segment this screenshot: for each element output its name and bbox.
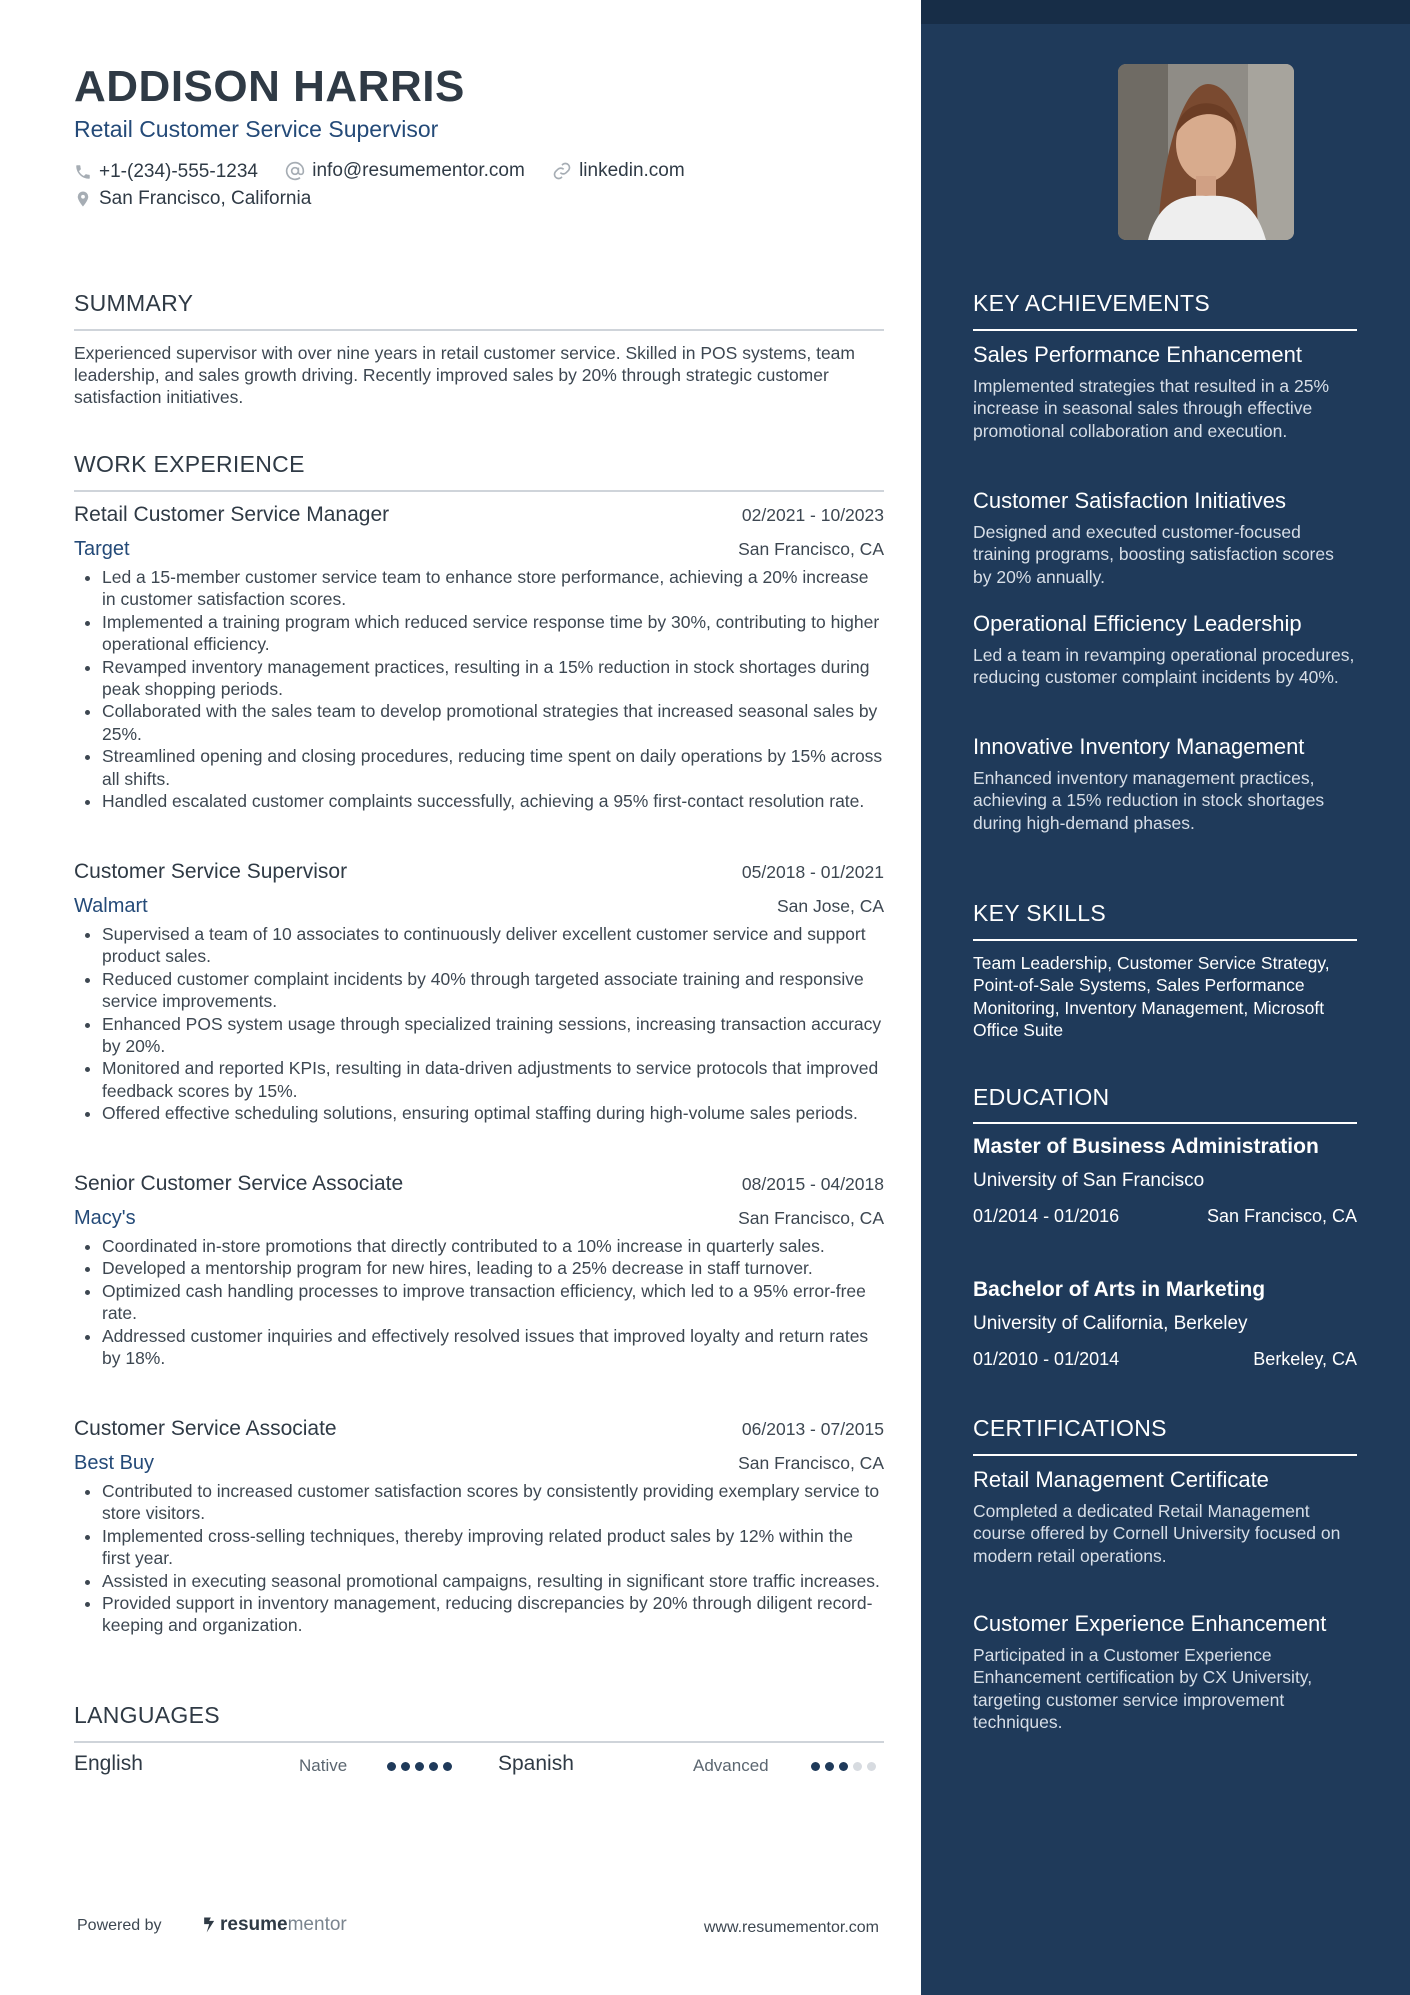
education-item — [973, 1276, 1357, 1370]
certification-item — [973, 1466, 1357, 1567]
education-school: University of California, Berkeley — [973, 1313, 1248, 1334]
location-contact — [74, 188, 333, 215]
summary-divider — [74, 329, 884, 331]
job-location: San Francisco, CA — [738, 539, 884, 559]
logo-light: mentor — [287, 1914, 347, 1935]
rating-dot-filled — [429, 1762, 438, 1771]
job-location: San Jose, CA — [777, 896, 884, 916]
powered-by-text: Powered by — [77, 1917, 162, 1934]
job-bullet: • Assisted in executing seasonal promotional campaigns, resulting in significant store traffic increases. — [102, 1570, 884, 1592]
education-dates: 01/2014 - 01/2016 — [973, 1206, 1120, 1226]
job-company: Best Buy — [74, 1452, 155, 1474]
job-bullet: • Supervised a team of 10 associates to continuously deliver excellent customer service and support product sales. — [102, 923, 884, 968]
skills-text: Team Leadership, Customer Service Strategy, Point-of-Sale Systems, Sales Performance Monitoring, Inventory Management, Microsoft Office Suite — [973, 953, 1330, 1041]
job-company: Macy's — [74, 1207, 136, 1229]
rating-dot-filled — [401, 1762, 410, 1771]
sidebar — [921, 0, 1410, 1995]
profile-photo-illustration — [1118, 64, 1294, 240]
job-title: Retail Customer Service Manager — [74, 503, 390, 526]
contact-list — [74, 160, 707, 187]
job-title: Senior Customer Service Associate — [74, 1172, 404, 1195]
languages-list — [74, 1752, 884, 1782]
certification-title: Retail Management Certificate — [973, 1467, 1269, 1492]
achievement-text: Led a team in revamping operational procedures, reducing customer complaint incidents by 40%. — [973, 645, 1355, 688]
achievement-text: Designed and executed customer-focused training programs, boosting satisfaction scores by 20% annually. — [973, 522, 1334, 587]
job-location: San Francisco, CA — [738, 1208, 884, 1228]
experience-divider — [74, 490, 884, 492]
language-rating — [811, 1762, 876, 1771]
rating-dot-filled — [811, 1762, 820, 1771]
job-bullet: • Led a 15-member customer service team to enhance store performance, achieving a 20% increase in customer satisfaction scores. — [102, 566, 884, 611]
job-bullet: • Optimized cash handling processes to improve transaction efficiency, which led to a 95% error-free rate. — [102, 1280, 884, 1325]
job-entry — [74, 860, 884, 1125]
skills-title: KEY SKILLS — [973, 900, 1106, 926]
job-bullet: • Enhanced POS system usage through specialized training sessions, increasing transaction accuracy by 20%. — [102, 1013, 884, 1058]
achievement-item — [973, 733, 1357, 834]
job-dates: 05/2018 - 01/2021 — [741, 862, 884, 882]
job-bullet: • Reduced customer complaint incidents by 40% through targeted associate training and responsive service improvements. — [102, 968, 884, 1013]
summary-title: SUMMARY — [74, 290, 194, 316]
summary-text: Experienced supervisor with over nine years in retail customer service. Skilled in POS systems, team leadership, and sales growth driving. Recently improved sales by 20% through strategic customer satisfaction initiatives. — [74, 343, 855, 407]
job-bullets — [74, 1480, 884, 1637]
link-icon — [552, 161, 572, 181]
education-dates: 01/2010 - 01/2014 — [973, 1349, 1120, 1369]
education-degree: Master of Business Administration — [973, 1135, 1319, 1158]
job-entry — [74, 503, 884, 812]
job-bullets — [74, 566, 884, 812]
job-entry — [74, 1172, 884, 1369]
education-divider — [973, 1122, 1357, 1124]
candidate-name: ADDISON HARRIS — [74, 62, 465, 111]
website-link[interactable]: www.resumementor.com — [703, 1919, 879, 1936]
language-name: Spanish — [498, 1752, 574, 1775]
job-bullet: • Streamlined opening and closing procedures, reducing time spent on daily operations by 15% across all shifts. — [102, 745, 884, 790]
education-title: EDUCATION — [973, 1084, 1110, 1110]
rating-dot-empty — [867, 1762, 876, 1771]
rating-dot-filled — [443, 1762, 452, 1771]
achievement-text: Implemented strategies that resulted in a 25% increase in seasonal sales through effective promotional collaboration and execution. — [973, 376, 1330, 441]
certification-text: Participated in a Customer Experience Enhancement certification by CX University, targeting customer service improvement techniques. — [973, 1645, 1313, 1733]
language-rating — [387, 1762, 452, 1771]
location-pin-icon — [74, 189, 92, 209]
education-location: Berkeley, CA — [1253, 1349, 1357, 1369]
language-name: English — [74, 1752, 143, 1775]
job-bullet: • Provided support in inventory management, reducing discrepancies by 20% through diligent record-keeping and organization. — [102, 1592, 884, 1637]
rating-dot-filled — [825, 1762, 834, 1771]
job-bullet: • Implemented a training program which reduced service response time by 30%, contributing to higher operational efficiency. — [102, 611, 884, 656]
email-contact[interactable] — [285, 160, 525, 182]
job-dates: 06/2013 - 07/2015 — [741, 1419, 884, 1439]
languages-title: LANGUAGES — [74, 1702, 220, 1728]
education-item — [973, 1133, 1357, 1227]
job-entry — [74, 1417, 884, 1637]
achievement-item — [973, 610, 1357, 689]
at-icon — [285, 161, 305, 181]
location-text: San Francisco, California — [99, 188, 312, 209]
job-bullet: • Contributed to increased customer satisfaction scores by consistently providing exemplary service to store visitors. — [102, 1480, 884, 1525]
profile-photo — [1118, 64, 1294, 240]
job-title: Customer Service Supervisor — [74, 860, 348, 883]
language-level: Advanced — [693, 1756, 769, 1775]
linkedin-text: linkedin.com — [579, 160, 685, 181]
certification-text: Completed a dedicated Retail Management course offered by Cornell University focused on modern retail operations. — [973, 1501, 1341, 1566]
job-bullets — [74, 923, 884, 1125]
achievements-divider — [973, 329, 1357, 331]
skills-divider — [973, 939, 1357, 941]
job-bullet: • Implemented cross-selling techniques, thereby improving related product sales by 12% within the first year. — [102, 1525, 884, 1570]
achievement-title: Sales Performance Enhancement — [973, 342, 1302, 367]
languages-divider — [74, 1741, 884, 1743]
phone-text: +1-(234)-555-1234 — [99, 161, 258, 182]
job-company: Target — [74, 538, 130, 560]
email-text: info@resumementor.com — [312, 160, 525, 181]
certifications-title: CERTIFICATIONS — [973, 1415, 1167, 1441]
rating-dot-filled — [839, 1762, 848, 1771]
language-level: Native — [299, 1756, 348, 1775]
rating-dot-empty — [853, 1762, 862, 1771]
job-title: Customer Service Associate — [74, 1417, 337, 1440]
job-company: Walmart — [74, 895, 148, 917]
job-dates: 02/2021 - 10/2023 — [741, 505, 884, 525]
certification-item — [973, 1610, 1357, 1734]
job-bullet: • Monitored and reported KPIs, resulting in data-driven adjustments to service protocols that improved feedback scores by 15%. — [102, 1057, 884, 1102]
linkedin-contact[interactable] — [552, 160, 685, 182]
achievements-title: KEY ACHIEVEMENTS — [973, 290, 1211, 316]
job-bullet: • Handled escalated customer complaints successfully, achieving a 95% first-contact resolution rate. — [102, 790, 884, 812]
education-school: University of San Francisco — [973, 1170, 1205, 1191]
logo-bold: resume — [220, 1914, 288, 1935]
job-bullet: • Offered effective scheduling solutions, ensuring optimal staffing during high-volume sales periods. — [102, 1102, 884, 1124]
job-bullet: • Revamped inventory management practices, resulting in a 15% reduction in stock shortages during peak shopping periods. — [102, 656, 884, 701]
sidebar-top-strip — [921, 0, 1410, 24]
candidate-role: Retail Customer Service Supervisor — [74, 116, 439, 142]
resumementor-logo[interactable] — [200, 1914, 347, 1936]
experience-title: WORK EXPERIENCE — [74, 451, 305, 477]
education-degree: Bachelor of Arts in Marketing — [973, 1278, 1266, 1301]
job-location: San Francisco, CA — [738, 1453, 884, 1473]
achievement-title: Operational Efficiency Leadership — [973, 611, 1302, 636]
job-dates: 08/2015 - 04/2018 — [741, 1174, 884, 1194]
logo-icon — [200, 1915, 220, 1935]
job-bullet: • Addressed customer inquiries and effectively resolved issues that improved loyalty and return rates by 18%. — [102, 1325, 884, 1370]
achievement-text: Enhanced inventory management practices, achieving a 15% reduction in stock shortages during high-demand phases. — [973, 768, 1325, 833]
phone-contact[interactable] — [74, 161, 258, 183]
achievement-item — [973, 487, 1357, 588]
job-bullet: • Coordinated in-store promotions that directly contributed to a 10% increase in quarterly sales. — [102, 1235, 884, 1257]
rating-dot-filled — [387, 1762, 396, 1771]
achievement-title: Customer Satisfaction Initiatives — [973, 488, 1287, 513]
job-bullet: • Collaborated with the sales team to develop promotional strategies that increased seasonal sales by 25%. — [102, 700, 884, 745]
rating-dot-filled — [415, 1762, 424, 1771]
education-location: San Francisco, CA — [1206, 1206, 1357, 1226]
achievement-item — [973, 341, 1357, 442]
certifications-divider — [973, 1454, 1357, 1456]
certification-title: Customer Experience Enhancement — [973, 1611, 1327, 1636]
phone-icon — [74, 163, 92, 181]
job-bullet: • Developed a mentorship program for new hires, leading to a 25% decrease in staff turnover. — [102, 1257, 884, 1279]
job-bullets — [74, 1235, 884, 1369]
achievement-title: Innovative Inventory Management — [973, 734, 1305, 759]
